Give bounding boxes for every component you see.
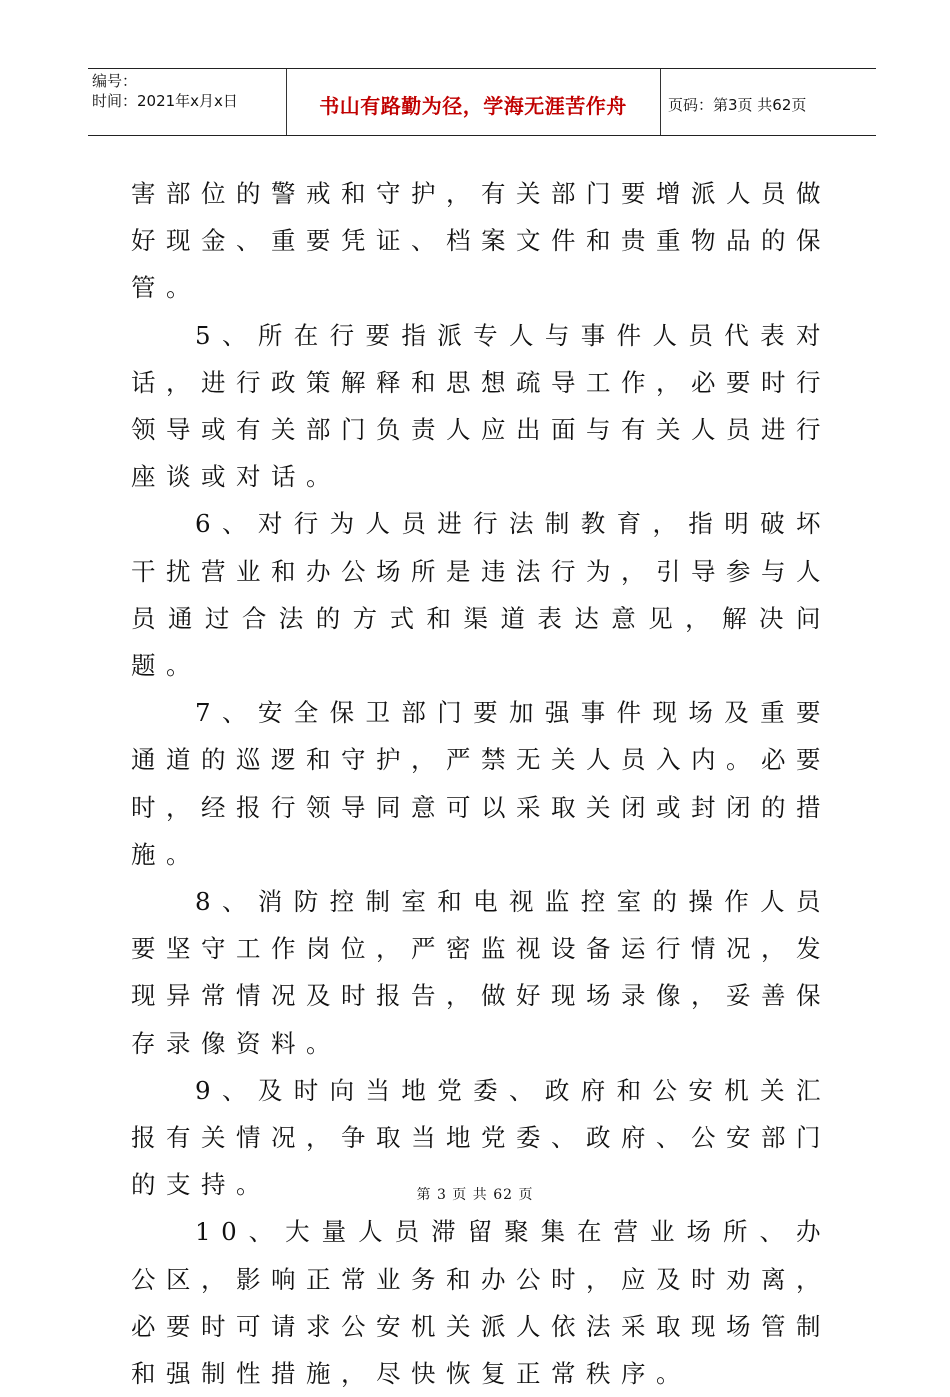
paragraph-item-5: 5、所在行要指派专人与事件人员代表对话，进行政策解释和思想疏导工作，必要时行领导或有关部门负责人应出面与有关人员进行座谈或对话。 — [131, 320, 831, 492]
header-page-cell — [660, 69, 876, 135]
page-footer: 第 3 页 共 62 页 — [416, 1187, 534, 1203]
header-motto-cell — [286, 69, 661, 135]
header-meta-cell — [88, 69, 287, 135]
header-page-info: 页码：第3页 共62页 — [668, 96, 807, 114]
time-label: 时间：2021年x月x日 — [92, 92, 238, 110]
paragraph-continued: 害部位的警戒和守护，有关部门要增派人员做好现金、重要凭证、档案文件和贵重物品的保管。 — [131, 179, 831, 303]
paragraph-item-8: 8、消防控制室和电视监控室的操作人员要坚守工作岗位，严密监视设备运行情况，发现异常情况及时报告，做好现场录像，妥善保存录像资料。 — [131, 887, 831, 1058]
paragraph-item-7: 7、安全保卫部门要加强事件现场及重要通道的巡逻和守护，严禁无关人员入内。必要时，经报行领导同意可以采取关闭或封闭的措施。 — [131, 698, 831, 869]
serial-number-label: 编号： — [92, 72, 138, 90]
paragraph-item-6: 6、对行为人员进行法制教育，指明破坏干扰营业和办公场所是违法行为，引导参与人员通过合法的方式和渠道表达意见，解决问题。 — [131, 509, 831, 681]
document-header — [88, 68, 876, 136]
header-motto: 书山有路勤为径，学海无涯苦作舟 — [319, 94, 627, 118]
paragraph-item-10: 10、大量人员滞留聚集在营业场所、办公区，影响正常业务和办公时，应及时劝离，必要时可请求公安机关派人依法采取现场管制和强制性措施，尽快恢复正常秩序。 — [131, 1217, 831, 1389]
paragraph-item-9: 9、及时向当地党委、政府和公安机关汇报有关情况，争取当地党委、政府、公安部门的支持。 — [131, 1075, 831, 1200]
document-body — [131, 170, 831, 1397]
